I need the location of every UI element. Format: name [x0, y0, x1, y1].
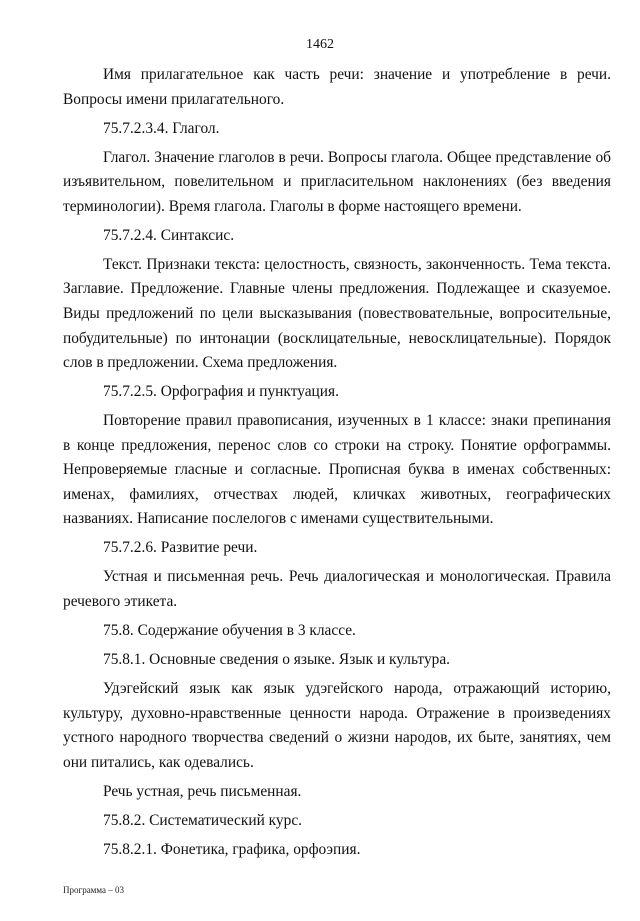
- paragraph-syntax: Текст. Признаки текста: целостность, связность, законченность. Тема текста. Заглавие. Предложение. Главные члены предложения. Подлежащее и сказуемое. Виды предложений по цели высказывания (повествовательные, вопросительные, побудительные) по интонации (восклицательные, невосклицательные). Порядок слов в предложении. Схема предложения.: [63, 255, 611, 372]
- footer-program-label: Программа – 03: [63, 885, 125, 895]
- paragraph-oral-written-speech: Речь устная, речь письменная.: [103, 782, 302, 800]
- paragraph-adjective-questions: Имя прилагательное как часть речи: значение и употребление в речи. Вопросы имени прилагательного.: [63, 66, 611, 108]
- section-heading-systematic-course: 75.8.2. Систематический курс.: [103, 811, 303, 829]
- section-heading-grade-3: 75.8. Содержание обучения в 3 классе.: [103, 621, 356, 639]
- section-heading-phonetics: 75.8.2.1. Фонетика, графика, орфоэпия.: [103, 840, 361, 858]
- section-heading-orthography: 75.7.2.5. Орфография и пунктуация.: [103, 383, 339, 401]
- paragraph-udege-language: Удэгейский язык как язык удэгейского народа, отражающий историю, культуру, духовно-нравственные ценности народа. Отражение в произведениях устного народного творчества сведений о жизни народов, их быте, занятиях, чем они питались, как одевались.: [63, 679, 611, 771]
- page-number: 1462: [306, 37, 334, 52]
- section-heading-syntax: 75.7.2.4. Синтаксис.: [103, 226, 235, 244]
- paragraph-speech-development: Устная и письменная речь. Речь диалогическая и монологическая. Правила речевого этикета.: [63, 568, 611, 610]
- section-heading-verb: 75.7.2.3.4. Глагол.: [103, 119, 220, 137]
- document-body: [63, 63, 611, 867]
- section-heading-speech-development: 75.7.2.6. Развитие речи.: [103, 539, 258, 557]
- paragraph-verb: Глагол. Значение глаголов в речи. Вопросы глагола. Общее представление об изъявительном, повелительном и пригласительном наклонениях (без введения терминологии). Время глагола. Глаголы в форме настоящего времени.: [63, 148, 611, 215]
- paragraph-orthography: Повторение правил правописания, изученных в 1 классе: знаки препинания в конце предложения, перенос слов со строки на строку. Понятие орфограммы. Непроверяемые гласные и согласные. Прописная буква в именах собственных: именах, фамилиях, отчествах людей, кличках животных, географических названиях. Написание послелогов с именами существительными.: [63, 412, 611, 528]
- section-heading-language-culture: 75.8.1. Основные сведения о языке. Язык и культура.: [103, 650, 451, 668]
